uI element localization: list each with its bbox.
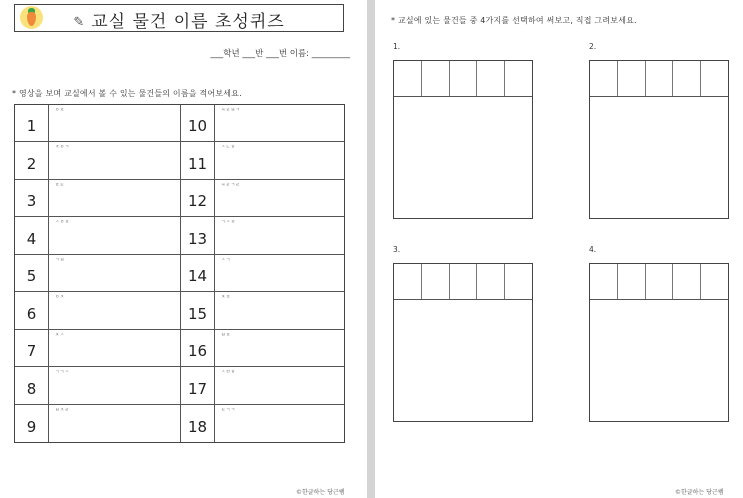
item-label-1: 1. [393,42,401,51]
answer-cell[interactable] [215,217,344,254]
letter-box[interactable] [450,264,478,299]
pencil-icon: ✎ [73,15,86,30]
question-number: 5 [15,255,49,292]
answer-cell[interactable] [215,255,344,292]
instruction-text-right: * 교실에 있는 물건들 중 4가지를 선택하여 써보고, 직접 그려보세요. [391,16,637,25]
page-title [15,7,343,32]
letter-box[interactable] [701,264,728,299]
question-number: 18 [181,405,215,442]
letter-box[interactable] [477,264,505,299]
question-number: 3 [15,180,49,217]
consonant-hint: ㄱㅅㅍ [221,220,236,226]
question-number: 8 [15,367,49,404]
question-number: 17 [181,367,215,404]
consonant-hint: ㅍㅌ [55,182,65,188]
consonant-hint: ㅆㄹㅂㄱ [221,108,241,113]
letter-box[interactable] [673,61,701,96]
letter-box[interactable] [646,61,674,96]
title-box [14,4,344,32]
question-number: 16 [181,330,215,367]
letter-boxes [590,264,728,300]
consonant-hint: ㅇㅈ [55,295,65,301]
answer-cell[interactable] [49,367,181,404]
consonant-hint: ㅊㅍ [221,295,231,301]
question-number: 15 [181,292,215,329]
letter-box[interactable] [618,264,646,299]
worksheet-page-left [0,0,367,498]
draw-box-4[interactable] [589,263,729,422]
question-number: 12 [181,180,215,217]
consonant-hint: ㄱㅂ [55,257,65,263]
consonant-hint: ㄱㄱㅅ [55,370,70,376]
page-gutter [367,0,375,498]
draw-box-1[interactable] [393,60,533,219]
question-number: 10 [181,105,215,142]
instruction-text: * 영상을 보며 교실에서 볼 수 있는 물건들의 이름을 적어보세요. [12,89,242,98]
letter-box[interactable] [701,61,728,96]
letter-boxes [394,61,532,97]
answer-cell[interactable] [215,180,344,217]
letter-boxes [394,264,532,300]
consonant-hint: ㅊㅅ [55,332,65,338]
drawing-area[interactable] [590,300,728,421]
question-number: 1 [15,105,49,142]
answer-cell[interactable] [215,405,344,442]
question-number: 6 [15,292,49,329]
consonant-hint: ㅇㅍ [55,108,65,113]
answer-cell[interactable] [49,142,181,179]
question-number: 13 [181,217,215,254]
drawing-area[interactable] [394,300,532,421]
consonant-hint: ㅂㅍ [221,332,231,338]
draw-box-3[interactable] [393,263,533,422]
consonant-hint: ㅂㅈㄹ [55,407,70,413]
draw-box-2[interactable] [589,60,729,219]
letter-box[interactable] [505,264,532,299]
answer-cell[interactable] [215,142,344,179]
letter-box[interactable] [618,61,646,96]
consonant-hint: ㅅㅁㅎ [221,370,236,376]
answer-cell[interactable] [49,405,181,442]
letter-box[interactable] [590,61,618,96]
item-label-4: 4. [589,245,597,254]
question-number: 11 [181,142,215,179]
consonant-hint: ㅆㄹㄱㄹ [221,182,241,188]
letter-box[interactable] [505,61,532,96]
answer-cell[interactable] [215,367,344,404]
worksheet-page-right [375,0,743,498]
footer-credit: ©한글하는 당근쌤 [296,489,345,496]
answer-cell[interactable] [215,330,344,367]
answer-cell[interactable] [49,105,181,142]
drawing-area[interactable] [394,97,532,218]
consonant-hint: ㅈㅇㄱ [55,145,70,151]
item-label-3: 3. [393,245,401,254]
consonant-hint: ㅌㄱㄱ [221,407,236,413]
answer-cell[interactable] [49,180,181,217]
footer-credit-right: ©한글하는 당근쌤 [675,489,724,496]
consonant-hint: ㅅㅇㅍ [55,220,70,226]
answer-cell[interactable] [49,292,181,329]
question-number: 14 [181,255,215,292]
letter-box[interactable] [422,61,450,96]
letter-box[interactable] [646,264,674,299]
letter-box[interactable] [477,61,505,96]
consonant-hint: ㅅㄱ [221,257,231,263]
quiz-table [14,104,345,443]
answer-cell[interactable] [215,105,344,142]
letter-box[interactable] [422,264,450,299]
letter-box[interactable] [673,264,701,299]
student-info-line[interactable]: ___학년 ___반 ___번 이름: _________ [210,49,350,59]
answer-cell[interactable] [49,217,181,254]
letter-box[interactable] [450,61,478,96]
letter-box[interactable] [394,61,422,96]
letter-boxes [590,61,728,97]
question-number: 9 [15,405,49,442]
letter-box[interactable] [590,264,618,299]
answer-cell[interactable] [215,292,344,329]
consonant-hint: ㅅㄴㅎ [221,145,236,151]
drawing-area[interactable] [590,97,728,218]
letter-box[interactable] [394,264,422,299]
question-number: 7 [15,330,49,367]
answer-cell[interactable] [49,330,181,367]
item-label-2: 2. [589,42,597,51]
question-number: 4 [15,217,49,254]
answer-cell[interactable] [49,255,181,292]
title-text: 교실 물건 이름 초성퀴즈 [91,12,285,32]
question-number: 2 [15,142,49,179]
